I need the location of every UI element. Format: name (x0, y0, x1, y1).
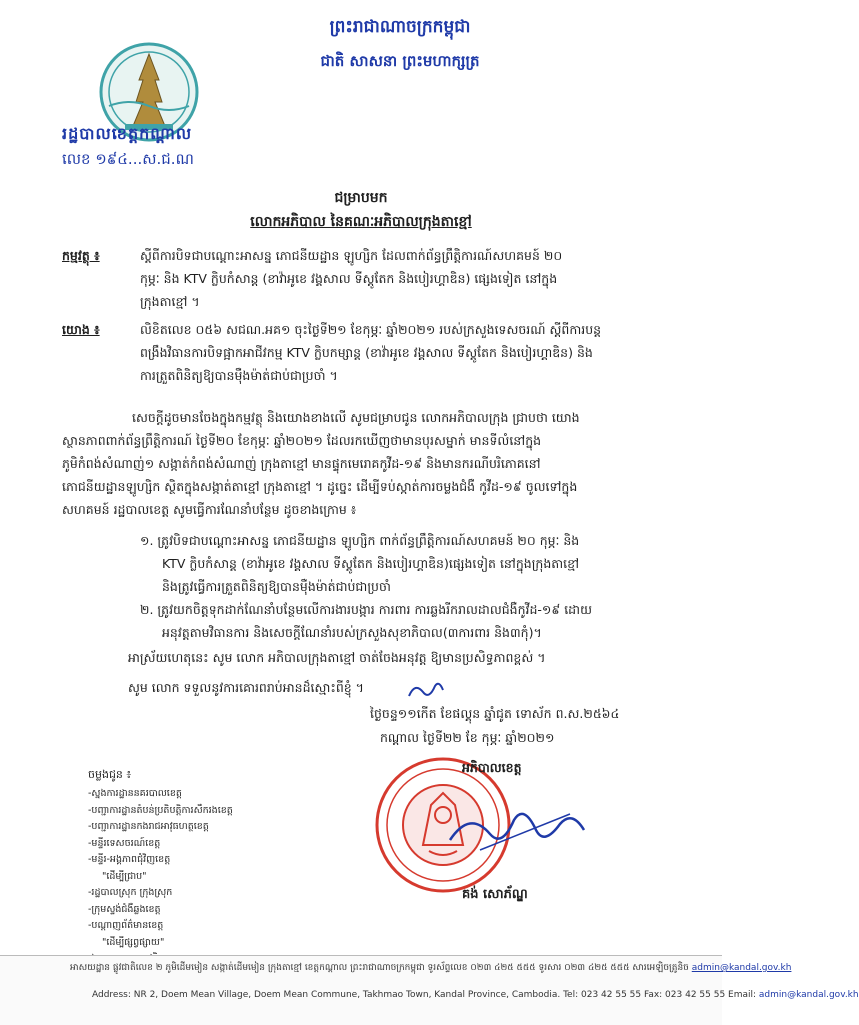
copy-recipient: -បណ្តាញព័ត៌មានខេត្ត (88, 920, 164, 931)
subject-label: កម្មវត្ថុ ៖ (62, 248, 100, 263)
reference-line: ពង្រឹងវិធានការបិទផ្អាកអាជីវកម្ម KTV ក្លិបកម្សាន្ត (ខាវ៉ាអូខេ វង្គសាល ទីស្តូតែក និងបៀរហ្គាឌិន) និង (140, 345, 593, 360)
handwritten-signature (440, 800, 590, 860)
body-line: ភូមិកំពង់សំណាញ់១ សង្កាត់កំពង់សំណាញ់ ក្រុងតាខ្មៅ មានផ្ទុកមេរោគកូវីដ-១៩ និងមានករណីបរិភោគនៅ (62, 456, 541, 471)
body-line: ភោជនីយដ្ឋានឡូហ្សិក ស្ថិតក្នុងសង្កាត់តាខ្មៅ ក្រុងតាខ្មៅ ។ ដូច្នេះ ដើម្បីទប់ស្កាត់ការចម្លងជំងឺ កូវីដ-១៩ ចូលទៅក្នុង (62, 479, 578, 494)
reference-number: លេខ ១៩៤...ស.ជ.ណ (62, 150, 194, 168)
footer-english-email[interactable]: admin@kandal.gov.kh (758, 990, 859, 1000)
closing-courtesy: សូម លោក ទទួលនូវការគោរពរាប់អានដ៏ស្មោះពីខ្ញុំ ។ (128, 680, 364, 695)
copy-recipient: -ស្នងការដ្ឋាននគរបាលខេត្ត (88, 788, 182, 799)
body-line: សេចក្តីដូចមានចែងក្នុងកម្មវត្ថុ និងយោងខាងលើ សូមជម្រាបជូន លោកអភិបាលក្រុង ជ្រាបថា យោង (132, 410, 580, 425)
footer-khmer-address (70, 962, 791, 975)
copy-recipient: -បញ្ជាការដ្ឋានតំបន់ប្រតិបត្តិការសឹករងខេត្ត (88, 804, 233, 816)
body-paragraph (62, 406, 662, 429)
body-paragraph-cont (62, 429, 662, 521)
item-line: អនុវត្តតាមវិធានការ និងសេចក្តីណែនាំរបស់ក្រសួងសុខាភិបាល(៣ការពារ និង៣កុំ)។ (162, 625, 542, 640)
item-line: និងត្រូវធ្វើការត្រួតពិនិត្យឱ្យបានម៉ឺងម៉ាត់ជាប់ជាប្រចាំ (162, 579, 391, 594)
instruction-item-2 (140, 598, 670, 644)
footer-khmer-text: អាសយដ្ឋាន ផ្លូវជាតិលេខ ២ ភូមិដើមមៀន សង្កាត់ដើមមៀន ក្រុងតាខ្មៅ ខេត្តកណ្តាល ព្រះរាជាណាចក្រកម្ពុជា ទូរស័ព្ទលេខ ០២៣ ៤២៥ ៥៥៥ ទូរសារ ០២៣ ៤២៥ ៥៥៥ សារអេឡិចត្រូនិច (70, 963, 689, 973)
item-line: KTV ក្លិបកំសាន្ត (ខាវ៉ាអូខេ វង្គសាល ទីស្តូតែក និងបៀរហ្គាឌិន)ផ្សេងទៀត នៅក្នុងក្រុងតាខ្មៅ (162, 556, 580, 571)
item-line: ២. ត្រូវយកចិត្តទុកដាក់ណែនាំបន្ថែមលើការងារបង្ការ ការពារ ការឆ្លងរីករាលដាលជំងឺកូវីដ-១៩ ដោយ (140, 602, 592, 617)
copy-note: "ដើម្បីផ្សព្វផ្សាយ" (102, 936, 165, 948)
reference-line: ការត្រួតពិនិត្យឱ្យបានម៉ឺងម៉ាត់ជាប់ជាប្រចាំ ។ (140, 368, 338, 383)
copies-title: ចម្លងជូន ៖ (88, 768, 132, 781)
reference-label: យោង ៖ (62, 322, 100, 337)
body-line: ស្ថានភាពពាក់ព័ន្ធព្រឹត្តិការណ៍ ថ្ងៃទី២០ ខែកុម្ភៈ ឆ្នាំ២០២១ ដែលរកឃើញថាមានបុរសម្នាក់ មានទីលំនៅក្នុង (62, 433, 542, 448)
signatory-name: គង់ សោភ័ណ្ឌ (462, 887, 528, 902)
copy-note: "ដើម្បីជ្រាប" (102, 870, 147, 882)
subject-line: ស្តីពីការបិទជាបណ្តោះអាសន្ន ភោជនីយដ្ឋាន ឡូហ្សិក ដែលពាក់ព័ន្ធព្រឹត្តិការណ៍សហគមន៍ ២០ (140, 248, 563, 263)
copies-list (88, 786, 233, 968)
initials-mark (405, 676, 445, 704)
lunar-date: ថ្ងៃចន្ទ១១កើត ខែផល្គុន ឆ្នាំជូត ទោស័ក ព.ស.២៥៦៤ (370, 706, 620, 721)
copy-recipient: -ក្រុមស្ទង់ជំងឺឆ្លងខេត្ត (88, 903, 161, 915)
closing-line: អាស្រ័យហេតុនេះ សូម លោក អភិបាលក្រុងតាខ្មៅ ចាត់ចែងអនុវត្ត ឱ្យមានប្រសិទ្ធភាពខ្ពស់ ។ (128, 650, 546, 665)
copy-recipient: -មន្ទីរទេសចរណ៍ខេត្ត (88, 837, 161, 849)
copy-recipient: -បញ្ជាការដ្ឋានកងរាជអាវុធហត្ថខេត្ត (88, 821, 209, 832)
national-motto: ជាតិ សាសនា ព្រះមហាក្សត្រ (320, 52, 480, 70)
item-line: ១. ត្រូវបិទជាបណ្តោះអាសន្ន ភោជនីយដ្ឋាន ឡូហ្សិក ពាក់ព័ន្ធព្រឹត្តិការណ៍សហគមន៍ ២០ កុម្ភៈ និង (140, 533, 580, 548)
copy-recipient: -រដ្ឋបាលស្រុក ក្រុងស្រុក (88, 887, 173, 898)
copy-recipient: -មន្ទីរ-អង្គភាពជុំវិញខេត្ត (88, 854, 171, 865)
administration-name: រដ្ឋបាលខេត្តកណ្តាល (62, 124, 193, 143)
kingdom-title: ព្រះរាជាណាចក្រកម្ពុជា (329, 17, 471, 37)
footer-english-text: Address: NR 2, Doem Mean Village, Doem Mean Commune, Takhmao Town, Kandal Province, Cambodia. Tel: 023 42 55 55 Fax: 023 42 55 55 Email: (92, 990, 757, 1000)
subject-line: កុម្ភៈ និង KTV ក្លិបកំសាន្ត (ខាវ៉ាអូខេ វង្គសាល ទីស្តូតែក និងបៀរហ្គាឌិន) ផ្សេងទៀត នៅក្នុង (140, 271, 558, 286)
reference-line: លិខិតលេខ ០៥៦ សជណ.អគ១ ចុះថ្ងៃទី២១ ខែកុម្ភៈ ឆ្នាំ២០២១ របស់ក្រសួងទេសចរណ៍ ស្តីពីការបន្ត (140, 322, 602, 337)
greeting: ជម្រាបមក (334, 190, 388, 206)
footer-khmer-email[interactable]: admin@kandal.gov.kh (691, 963, 792, 973)
recipient: លោកអភិបាល នៃគណៈអភិបាលក្រុងតាខ្មៅ (250, 214, 472, 230)
reference-text (140, 318, 660, 387)
subject-text (140, 244, 660, 313)
solar-date: កណ្តាល ថ្ងៃទី២២ ខែ កុម្ភៈ ឆ្នាំ២០២១ (380, 730, 555, 745)
footer-english-address (92, 990, 859, 1000)
body-line: សហគមន៍ រដ្ឋបាលខេត្ត សូមធ្វើការណែនាំបន្ថែម ដូចខាងក្រោម ៖ (62, 502, 357, 517)
subject-line: ក្រុងតាខ្មៅ ។ (140, 294, 200, 309)
instruction-item-1 (140, 529, 670, 598)
signatory-title: អភិបាលខេត្ត (462, 760, 522, 775)
